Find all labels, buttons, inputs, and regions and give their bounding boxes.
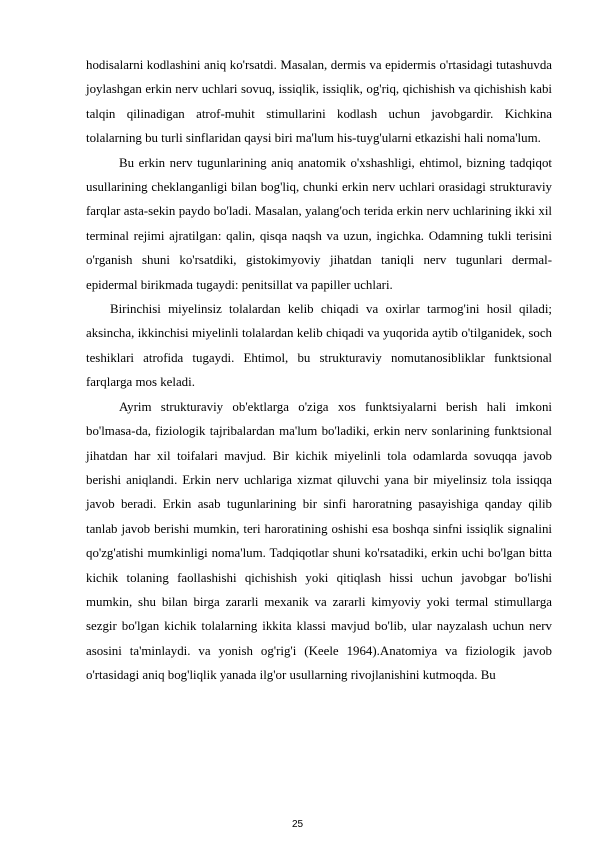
paragraph-3: Birinchisi miyelinsiz tolalardan kelib chiqadi va oxirlar tarmog'ini hosil qiladi; aksincha, ikkinchisi miyelinli tolalardan kelib chiqadi va yuqorida aytib o'tilganidek, soch teshiklari atrofida tugaydi. Ehtimol, bu strukturaviy nomutanosibliklar funktsional farqlarga mos keladi. <box>86 302 552 390</box>
document-page <box>86 53 552 688</box>
page-number: 25 <box>291 819 304 830</box>
paragraph-1: hodisalarni kodlashini aniq ko'rsatdi. Masalan, dermis va epidermis o'rtasidagi tutashuvda joylashgan erkin nerv uchlari sovuq, issiqlik, issiqlik, og'riq, qichishish va qichishish kabi talqin qilinadigan atrof-muhit stimullarini kodlash uchun javobgardir. Kichkina tolalarning bu turli sinflaridan qaysi biri ma'lum his-tuyg'ularni etkazishi hali noma'lum. <box>86 58 552 146</box>
paragraph-4: Ayrim strukturaviy ob'ektlarga o'ziga xos funktsiyalarni berish hali imkoni bo'lmasa-da, fiziologik tajribalardan ma'lum bo'ladiki, erkin nerv sonlarining funktsional jihatdan har xil toifalari mavjud. Bir kichik miyelinli tola odamlarda sovuqqa javob berishi aniqlandi. Erkin nerv uchlariga xizmat qiluvchi yana bir miyelinsiz tola issiqqa javob beradi. Erkin asab tugunlarining bir sinfi haroratning pasayishiga qanday qilib tanlab javob berishi mumkin, teri haroratining oshishi esa boshqa sinfni issiqlik signalini qo'zg'atishi mumkinligi noma'lum. Tadqiqotlar shuni ko'rsatadiki, erkin uchi bo'lgan bitta kichik tolaning faollashishi qichishish yoki qitiqlash hissi uchun javobgar bo'lishi mumkin, shu bilan birga zararli mexanik va zararli kimyoviy yoki termal stimullarga sezgir bo'lgan kichik tolalarning ikkita klassi mavjud bo'lib, ular nayzalash uchun nerv asosini ta'minlaydi. va yonish og'rig'i (Keele 1964).Anatomiya va fiziologik javob o'rtasidagi aniq bog'liqlik yanada ilg'or usullarning rivojlanishini kutmoqda. Bu <box>86 399 552 683</box>
paragraph-2: Bu erkin nerv tugunlarining aniq anatomik o'xshashligi, ehtimol, bizning tadqiqot usullarining cheklanganligi bilan bog'liq, chunki erkin nerv uchlari orasidagi strukturaviy farqlar asta-sekin paydo bo'ladi. Masalan, yalang'och terida erkin nerv uchlarining ikki xil terminal rejimi ajratilgan: qalin, qisqa naqsh va uzun, ingichka. Odamning tukli terisini o'rganish shuni ko'rsatdiki, gistokimyoviy jihatdan taniqli nerv tugunlari dermal-epidermal birikmada tugaydi: penitsillat va papiller uchlari. <box>86 155 552 292</box>
